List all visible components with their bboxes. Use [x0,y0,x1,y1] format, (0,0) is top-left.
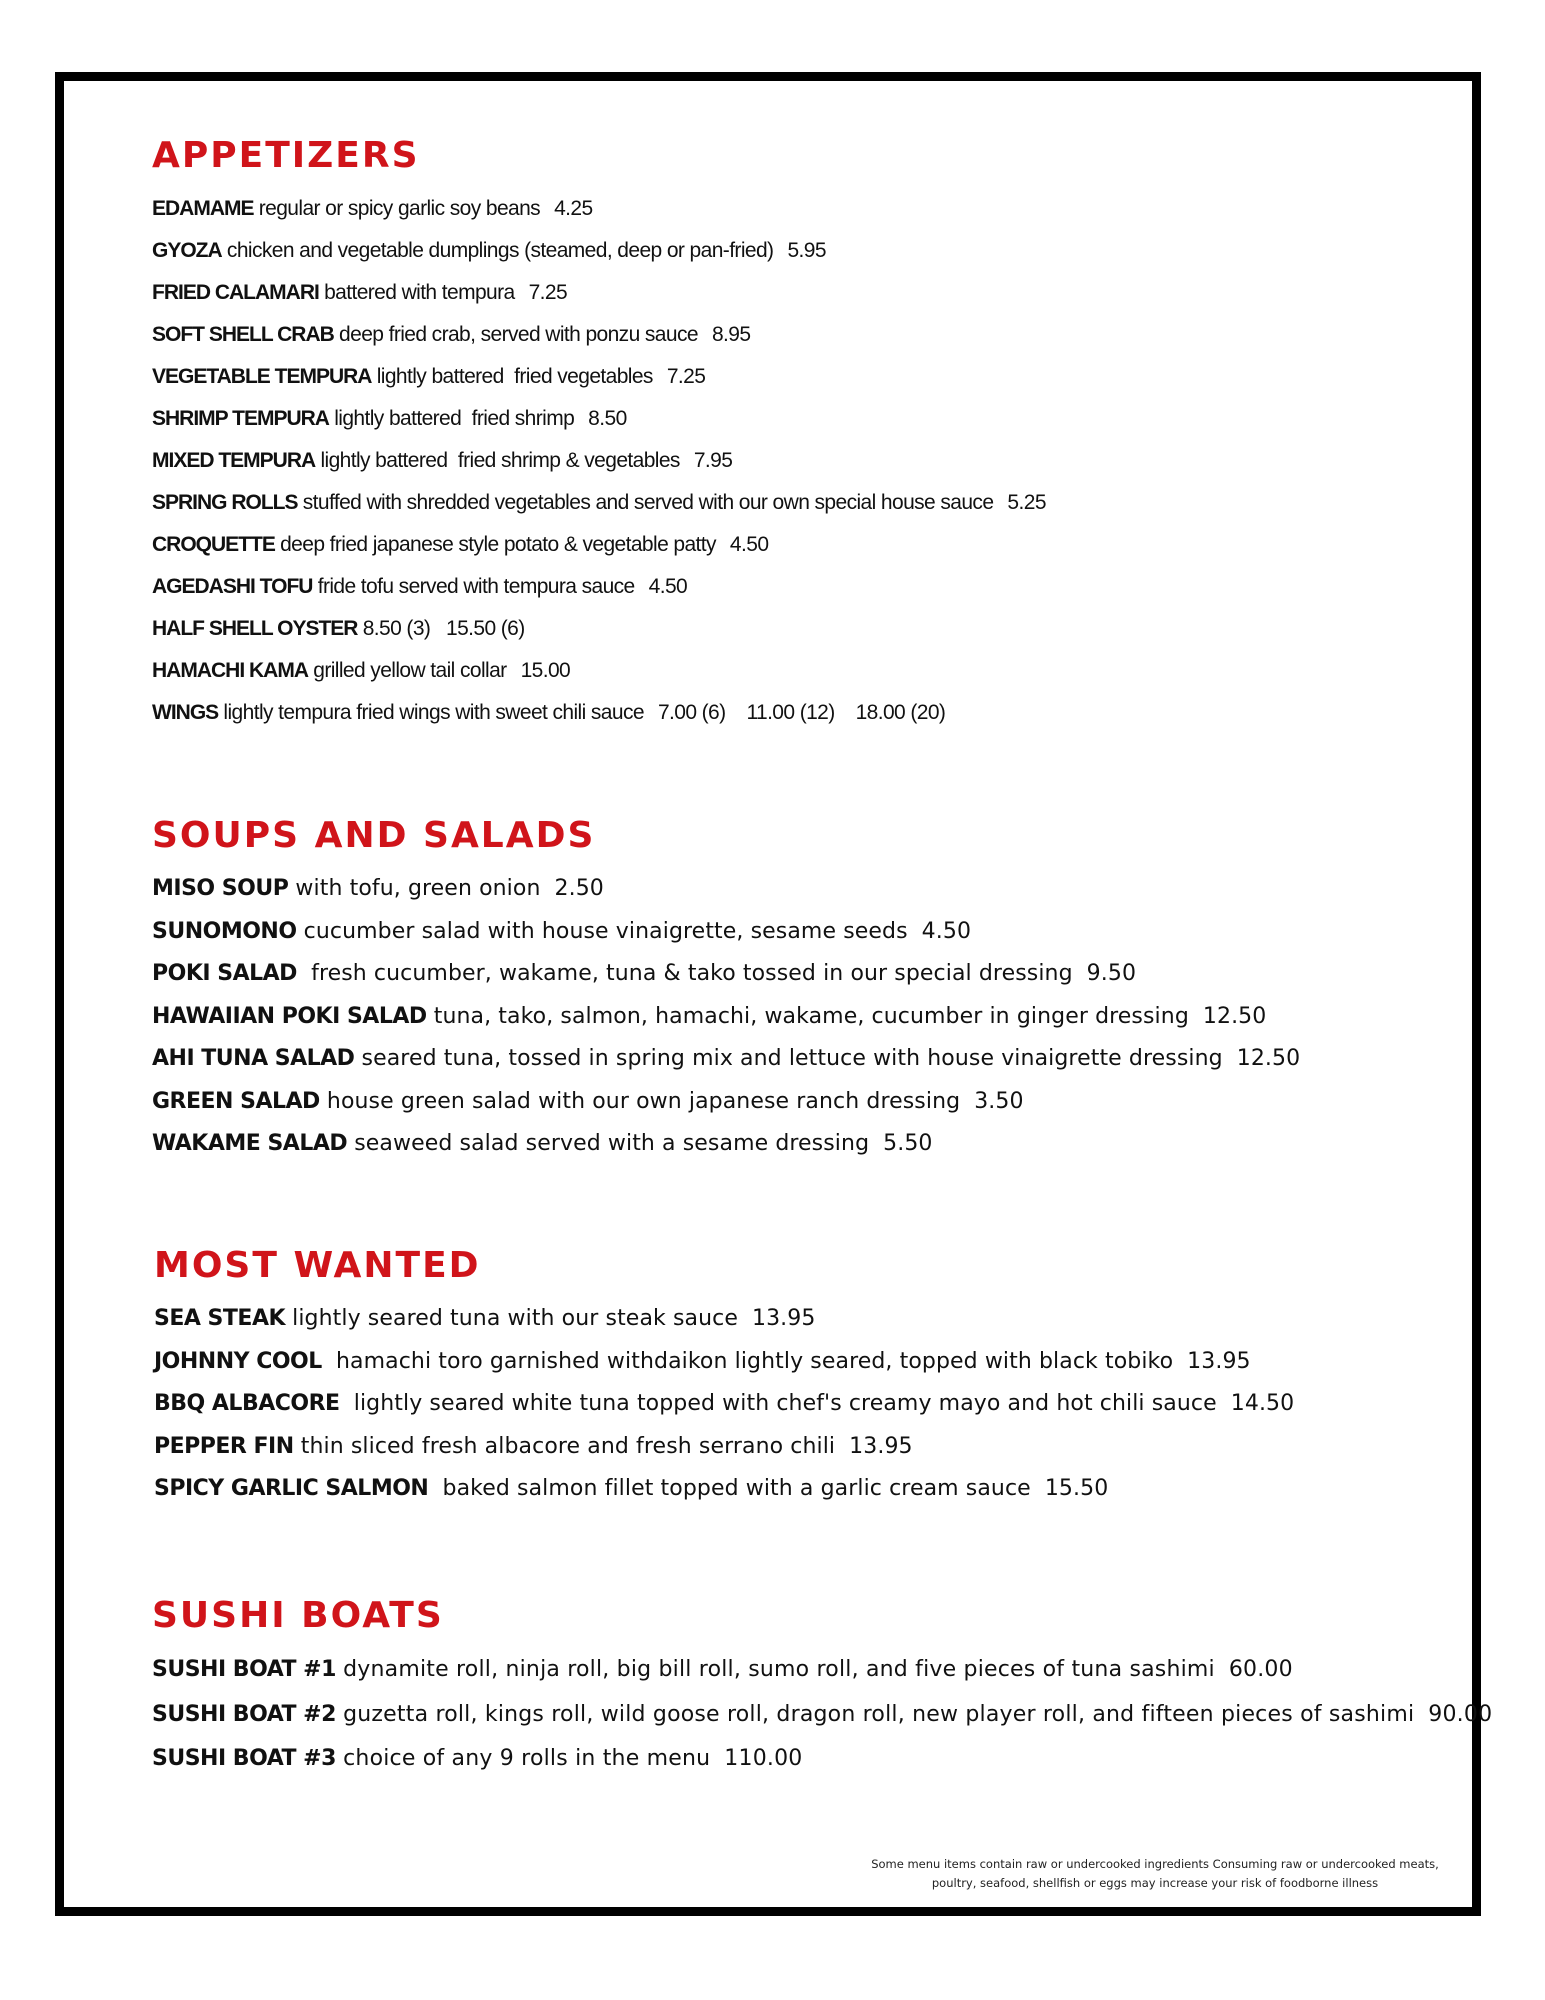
menu-item-name: MISO SOUP [152,876,289,901]
menu-item [152,440,1432,482]
menu-item-description: lightly seared tuna with our steak sauce [292,1306,738,1331]
menu-item-name: JOHNNY COOL [154,1348,322,1374]
menu-item-name: EDAMAME [152,197,254,220]
menu-item [154,1383,1434,1426]
menu-item-name: SUSHI BOAT #1 [152,1657,336,1682]
menu-item-description: deep fried japanese style potato & vegetable patty [280,533,716,556]
section-sushi-boats [152,1594,1493,1782]
menu-item [152,566,1432,608]
notice-line: poultry, seafood, shellfish or eggs may increase your risk of foodborne illness [931,1876,1379,1890]
menu-item-description: hamachi toro garnished withdaikon lightly seared, topped with black tobiko [328,1348,1174,1374]
menu-item [154,1426,1434,1469]
menu-item [152,1693,1493,1738]
menu-item-price: 2.50 [554,876,604,901]
menu-item-description: lightly battered fried shrimp [334,407,575,430]
section-title: SUSHI BOATS [152,1595,444,1636]
menu-item-name: MIXED TEMPURA [152,449,316,472]
menu-item-description: stuffed with shredded vegetables and served with our own special house sauce [302,491,994,514]
menu-item-name: AHI TUNA SALAD [152,1046,355,1071]
menu-item-description: seared tuna, tossed in spring mix and lettuce with house vinaigrette dressing [361,1046,1223,1071]
menu-item-description: fride tofu served with tempura sauce [317,575,635,598]
menu-item [152,314,1432,356]
menu-item [152,1038,1432,1081]
menu-item [152,356,1432,398]
menu-item-name: GREEN SALAD [152,1088,320,1114]
menu-item [152,692,1432,734]
section-title: MOST WANTED [154,1245,481,1286]
menu-item [152,272,1432,314]
menu-item-name: SPRING ROLLS [152,491,298,514]
menu-item-price: 90.00 [1428,1701,1493,1727]
menu-item-name: SEA STEAK [154,1306,286,1331]
menu-item-price: 15.50 [1044,1476,1109,1501]
menu-item-description: battered with tempura [324,281,515,304]
menu-item [152,230,1432,272]
menu-item-name: SUSHI BOAT #2 [152,1701,336,1727]
menu-item-name: FRIED CALAMARI [152,281,319,304]
menu-item-name: HAWAIIAN POKI SALAD [152,1003,427,1029]
menu-item-price: 14.50 [1230,1391,1295,1416]
menu-item [152,482,1432,524]
menu-item [152,608,1432,650]
menu-item [154,1298,1434,1341]
menu-item-price: 7.25 [528,281,568,304]
menu-item-name: POKI SALAD [152,961,297,986]
menu-item-name: AGEDASHI TOFU [152,575,313,598]
menu-item-description: seaweed salad served with a sesame dressing [354,1131,870,1156]
menu-item-description: tuna, tako, salmon, hamachi, wakame, cucumber in ginger dressing [433,1003,1189,1029]
menu-item [152,1123,1432,1166]
menu-item-description: fresh cucumber, wakame, tuna & tako tossed in our special dressing [304,961,1073,986]
menu-item-name: SUNOMONO [152,918,297,944]
menu-item-name: WAKAME SALAD [152,1131,348,1156]
menu-item [154,1341,1434,1384]
menu-item-price: 4.50 [648,575,688,598]
menu-item-description: lightly seared white tuna topped with chef's creamy mayo and hot chili sauce [346,1391,1217,1416]
menu-item-price: 13.95 [751,1306,816,1331]
menu-item [152,1648,1432,1693]
menu-item-price: 12.50 [1236,1046,1301,1071]
menu-item-name: HALF SHELL OYSTER [152,617,358,640]
menu-item-description: guzetta roll, kings roll, wild goose roll, dragon roll, new player roll, and fifteen pieces of sashimi [343,1701,1415,1727]
menu-item-price: 12.50 [1202,1003,1267,1029]
menu-item-price: 7.00 (6) 11.00 (12) 18.00 (20) [657,701,946,724]
menu-item-description: cucumber salad with house vinaigrette, sesame seeds [303,918,908,944]
section-appetizers [152,134,1432,734]
section-title: SOUPS AND SALADS [152,815,596,856]
menu-item [152,911,1432,954]
menu-item [152,1737,1432,1782]
menu-item-description: choice of any 9 rolls in the menu [343,1746,711,1771]
menu-item-name: GYOZA [152,239,222,262]
menu-item [152,524,1432,566]
menu-item-price: 7.25 [666,365,706,388]
menu-item-price: 13.95 [849,1433,913,1459]
menu-item-description: grilled yellow tail collar [313,659,507,682]
menu-item-name: HAMACHI KAMA [152,659,308,682]
menu-item-price: 8.50 (3) 15.50 (6) [362,617,525,640]
menu-item-description: house green salad with our own japanese ranch dressing [326,1088,961,1114]
section-soups-and-salads [152,814,1432,1166]
menu-item-price: 4.50 [729,533,769,556]
menu-item-description: lightly tempura fried wings with sweet chili sauce [223,701,644,724]
menu-item-description: with tofu, green onion [295,876,541,901]
menu-item-price: 5.95 [787,239,826,262]
menu-item-name: BBQ ALBACORE [154,1391,340,1416]
menu-item-description: lightly battered fried vegetables [376,365,653,388]
menu-item-name: CROQUETTE [152,533,275,556]
menu-item-name: SHRIMP TEMPURA [152,407,329,430]
menu-item [154,1468,1434,1511]
menu-item-price: 110.00 [724,1746,803,1771]
menu-item-price: 8.95 [711,323,751,346]
menu-item-description: chicken and vegetable dumplings (steamed, deep or pan-fried) [226,239,774,262]
menu-item [152,1081,1432,1124]
menu-item [152,650,1432,692]
menu-item [152,868,1432,911]
menu-item-name: VEGETABLE TEMPURA [152,365,372,388]
menu-item-description: regular or spicy garlic soy beans [258,197,541,220]
menu-item-description: deep fried crab, served with ponzu sauce [339,323,698,346]
menu-item-name: PEPPER FIN [154,1433,294,1459]
section-most-wanted [154,1244,1434,1511]
menu-item-price: 7.95 [693,449,733,472]
menu-item [152,188,1432,230]
menu-item-price: 4.50 [921,918,972,944]
menu-item-price: 8.50 [588,407,627,430]
menu-item [152,398,1432,440]
menu-item-price: 15.00 [520,659,571,682]
menu-item-name: SUSHI BOAT #3 [152,1746,336,1771]
menu-item-price: 60.00 [1228,1657,1293,1682]
menu-item-price: 5.25 [1007,491,1046,514]
menu-item [152,953,1432,996]
menu-item-name: SOFT SHELL CRAB [152,323,334,346]
menu-item [152,996,1432,1039]
menu-item-price: 4.25 [554,197,593,220]
menu-item-name: SPICY GARLIC SALMON [154,1476,429,1501]
menu-item-price: 9.50 [1086,961,1137,986]
notice-line: Some menu items contain raw or undercooked ingredients Consuming raw or undercooked meats, [871,1857,1439,1871]
menu-item-description: thin sliced fresh albacore and fresh serrano chili [300,1433,836,1459]
menu-item-price: 3.50 [974,1088,1024,1114]
section-title: APPETIZERS [152,135,420,176]
menu-item-description: baked salmon fillet topped with a garlic cream sauce [435,1476,1031,1501]
raw-food-notice [845,1855,1465,1893]
menu-item-description: lightly battered fried shrimp & vegetables [320,449,680,472]
menu-item-price: 5.50 [883,1131,933,1156]
menu-item-price: 13.95 [1187,1348,1251,1374]
menu-item-description: dynamite roll, ninja roll, big bill roll, sumo roll, and five pieces of tuna sashimi [343,1657,1215,1682]
menu-item-name: WINGS [152,701,219,724]
